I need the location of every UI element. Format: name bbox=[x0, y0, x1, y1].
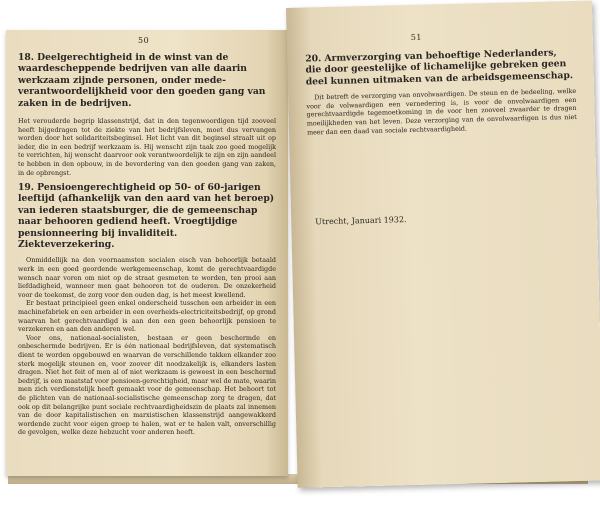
section-18-heading: 18. Deelgerechtigheid in de winst van de waardescheppende bedrijven van alle daarin werkzaam zijnde personen, onder mede-verantwoordelijkheid voor den goeden gang van zaken in de bedrijven. bbox=[18, 52, 266, 109]
section-19-paragraph-1: Onmiddellijk na den voornaamsten socialen eisch van behoorlijk betaald werk in een goed geordende werkgemeenschap, komt de gerechtvaardigde wensch naar voren om niet op de straat gesmeten te worden, ten prooi aan liefdadigheid, wanneer men gaat behooren tot de ouderen. De onzekerheid voor de toekomst, de zorg voor den ouden dag, is het meest kwellend. bbox=[18, 256, 276, 299]
section-19-heading: 19. Pensioengerechtigheid op 50- of 60-jarigen leeftijd (afhankelijk van den aard van het beroep) van iederen staatsburger, die de gemeenschap naar behooren gediend heeft. Vroegtijdige pensionneering bij invaliditeit. Ziekteverzekering. bbox=[18, 182, 275, 251]
section-18 bbox=[18, 52, 276, 177]
section-20-heading: 20. Armverzorging van behoeftige Nederlanders, die door geestelijke of lichamelijke gebreken geen deel kunnen uitmaken van de arbeidsgemeenschap. bbox=[305, 47, 574, 88]
right-page-number: 51 bbox=[410, 32, 423, 42]
section-20-paragraph-1: Dit betreft de verzorging van onvolwaardigen. De steun en de bedeeling, welke voor de volwaardigen een vernedering is, is voor de onvolwaardigen een gerechtvaardigde tegemoetkoming in de voor hen zooveel zwaarder te dragen moeilijkheden van het leven. Deze verzorging van de onvolwaardigen is dus niet meer dan een daad van sociale rechtvaardigheid. bbox=[306, 87, 577, 137]
section-18-paragraph-1: Het verouderde begrip klassenstrijd, dat in den tegenwoordigen tijd zooveel heeft bijgedragen tot de ziekte van het bedrijfsleven, moet dus vervangen worden door het solidariteitsbeginsel. Het licht van dit beginsel straalt uit op ieder, die in een bedrijf werkzaam is. Hij wenscht zijn taak zoo goed mogelijk te verrichten, hij wenscht daarvoor ook verantwoordelijk te zijn en zijn aandeel te hebben in den opbouw, in de bevordering van den goeden gang van zaken, in de opbrengst. bbox=[18, 117, 276, 177]
right-page bbox=[286, 1, 600, 488]
left-page bbox=[6, 30, 288, 476]
section-19 bbox=[18, 182, 276, 437]
section-20 bbox=[305, 47, 577, 137]
section-19-paragraph-2: Er bestaat principieel geen enkel onderscheid tusschen een arbeider in een machinefabriek en een arbeider in een overheids-electriciteitsbedrijf, op grond waarvan het gerechtvaardigd is aan den een geen behoorlijk pensioen te verzekeren en aan den anderen wel. bbox=[18, 299, 276, 334]
dateline: Utrecht, Januari 1932. bbox=[315, 215, 407, 227]
left-page-number: 50 bbox=[138, 36, 150, 45]
section-19-paragraph-3: Voor ons, nationaal-socialisten, bestaan er geen beschermde en onbeschermde bedrijven. Er is één nationaal bedrijfsleven, dat systematisch dient te worden opgebouwd en waarvan de verschillende takken elkander zoo sterk mogelijk steunen en, voor zoover dit noodzakelijk is, elkanders lasten dragen. Niet het feit of men al of niet werkzaam is geweest in een beschermd bedrijf, is een maatstaf voor pensioen-gerechtigheid, maar wel de mate, waarin men zich verdienstelijk heeft gemaakt voor de gemeenschap. Het behoort tot de plichten van de nationaal-socialistische gemeenschap zorg te dragen, dat ook op dit belangrijke punt sociale rechtvaardigheidszin de plaats zal innemen van de door kapitalistischen en marxistischen klassenstrijd aangewakkerd wordende zucht voor eigen groep te halen, wat er te halen valt, onverschillig de gevolgen, welke deze hebzucht voor anderen heeft. bbox=[18, 333, 277, 437]
